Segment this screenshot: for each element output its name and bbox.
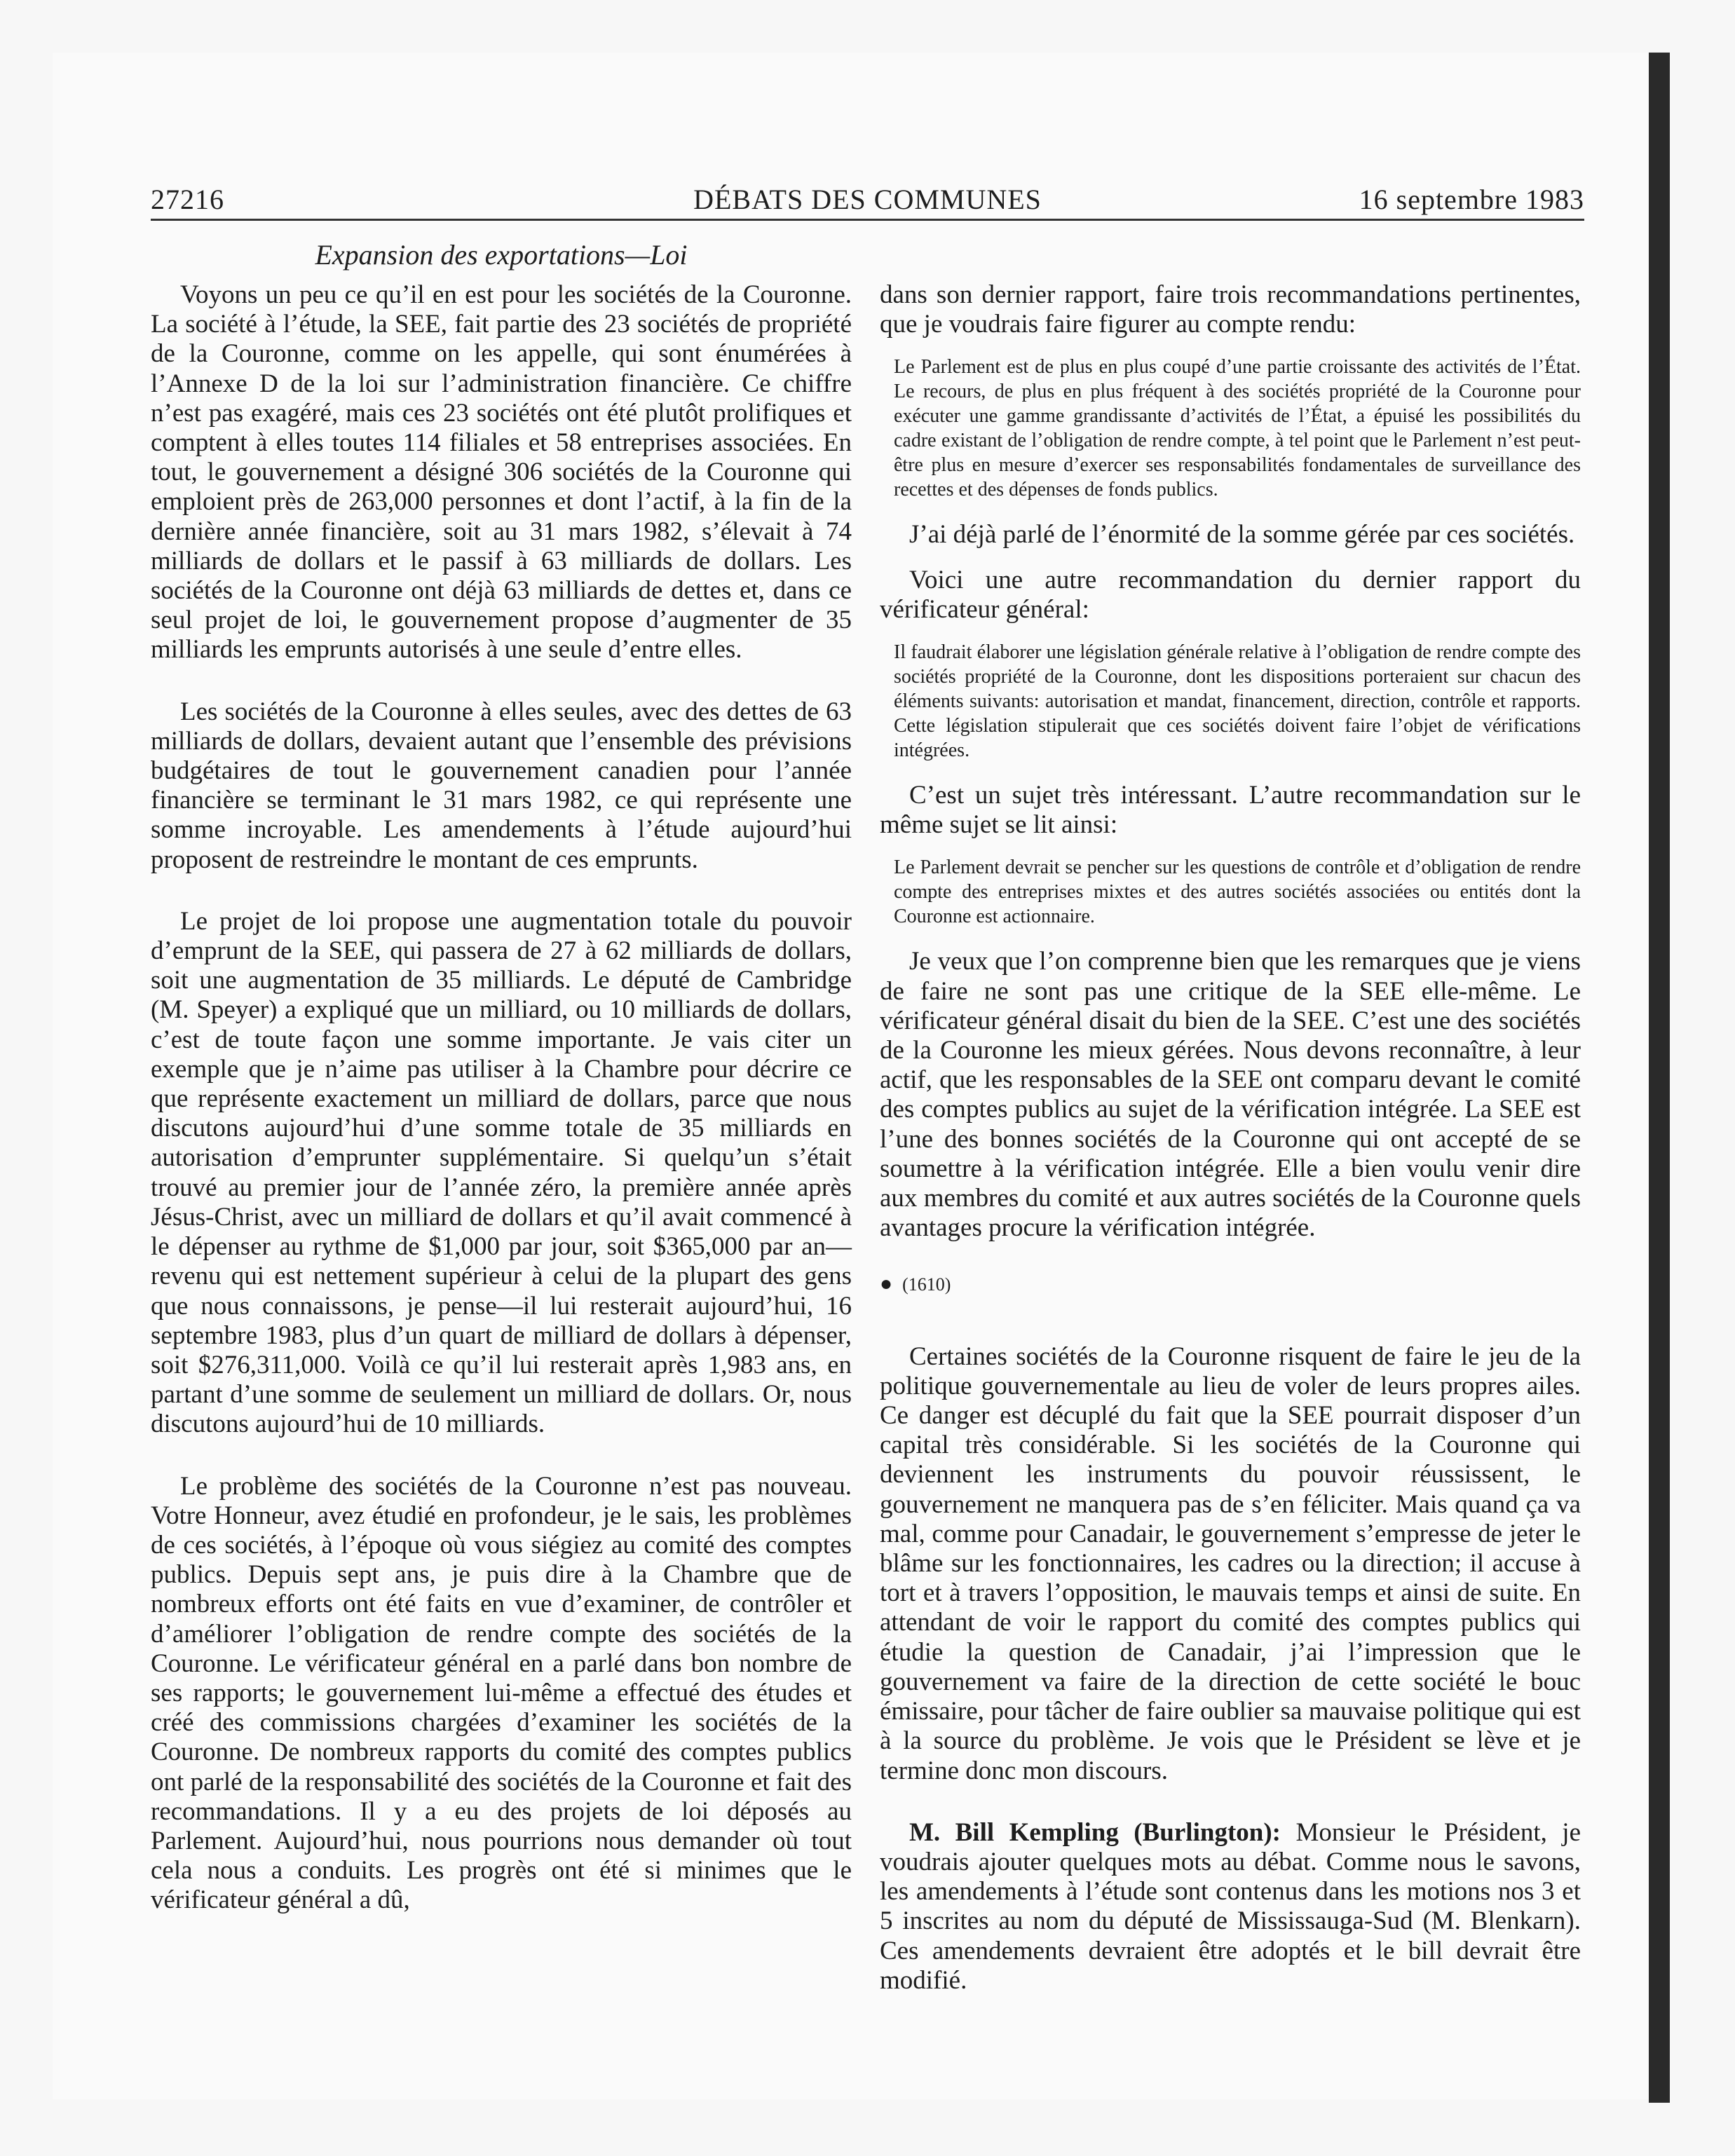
- paragraph-continuation: dans son dernier rapport, faire trois recommandations pertinentes, que je voudrais faire figurer au compte rendu:: [880, 280, 1581, 339]
- timestamp-marker: [880, 1269, 1581, 1299]
- paragraph: Certaines sociétés de la Couronne risquent de faire le jeu de la politique gouvernementale au lieu de voler de leurs propres ailes. Ce danger est décuplé du fait que la SEE pourrait disposer d’un capital très considérable. Si les sociétés de la Couronne qui deviennent les instruments du pouvoir réussissent, le gouvernement ne manquera pas de s’en féliciter. Mais quand ça va mal, comme pour Canadair, le gouvernement s’empresse de jeter le blâme sur les fonctionnaires, les cadres ou la direction; il accuse à tort et à travers l’opposition, le mauvais temps et ainsi de suite. En attendant de voir le rapport du comité des comptes publics qui étudie la question de Canadair, j’ai l’impression que le gouvernement va faire de la direction de cette société le bouc émissaire, pour tâcher de faire oublier sa mauvaise politique qui est à la source du problème. Je vois que le Président se lève et je termine donc mon discours.: [880, 1342, 1581, 1785]
- section-subtitle: Expansion des exportations—Loi: [315, 239, 688, 271]
- quotation: Le Parlement est de plus en plus coupé d’une partie croissante des activités de l’État. Le recours, de plus en plus fréquent à des sociétés propriété de la Couronne pour exécuter une gamme grandissante d’activités de l’État, a épuisé les possibilités du cadre existant de l’obligation de rendre compte, à tel point que le Parlement n’est peut-être plus en mesure d’exercer ses responsabilités fondamentales de surveillance des recettes et des dépenses de fonds publics.: [894, 356, 1581, 501]
- quotation: Il faudrait élaborer une législation générale relative à l’obligation de rendre compte des sociétés propriété de la Couronne, dont les dispositions porteraient sur chacun des éléments suivants: autorisation et mandat, financement, direction, contrôle et rapports. Cette législation stipulerait que ces sociétés doivent faire l’objet de vérifications intégrées.: [894, 641, 1581, 762]
- paragraph: Voyons un peu ce qu’il en est pour les sociétés de la Couronne. La société à l’étude, la SEE, fait partie des 23 sociétés de propriété de la Couronne, comme on les appelle, qui sont énumérées à l’Annexe D de la loi sur l’administration financière. Ce chiffre n’est pas exagéré, mais ces 23 sociétés ont été plutôt prolifiques et comptent à elles toutes 114 filiales et 58 entreprises associées. En tout, le gouvernement a désigné 306 sociétés de la Couronne qui emploient près de 263,000 personnes et dont l’actif, à la fin de la dernière année financière, soit au 31 mars 1982, s’élevait à 74 milliards de dollars et le passif à 63 milliards de dollars. Les sociétés de la Couronne ont déjà 63 milliards de dettes et, dans ce seul projet de loi, le gouvernement propose d’augmenter de 35 milliards les emprunts autorisés à une seule d’entre elles.: [151, 280, 852, 664]
- paragraph: J’ai déjà parlé de l’énormité de la somme gérée par ces sociétés.: [909, 520, 1575, 550]
- paragraph: Les sociétés de la Couronne à elles seules, avec des dettes de 63 milliards de dollars, devaient autant que l’ensemble des prévisions budgétaires de tout le gouvernement canadien pour l’année financière se terminant le 31 mars 1982, ce qui représente une somme incroyable. Les amendements à l’étude aujourd’hui proposent de restreindre le montant de ces emprunts.: [151, 697, 852, 874]
- page-number: 27216: [151, 184, 224, 215]
- header-date: 16 septembre 1983: [1359, 184, 1584, 215]
- left-column: [151, 280, 852, 1916]
- paragraph: Le problème des sociétés de la Couronne n’est pas nouveau. Votre Honneur, avez étudié en profondeur, je le sais, les problèmes de ces sociétés, à l’époque où vous siégiez au comité des comptes publics. Depuis sept ans, je puis dire à la Chambre que de nombreux efforts ont été faits en vue d’examiner, de contrôler et d’améliorer l’obligation de rendre compte des sociétés de la Couronne. Le vérificateur général en a parlé dans bon nombre de ses rapports; le gouvernement lui-même a effectué des études et créé des commissions chargées d’examiner les sociétés de la Couronne. De nombreux rapports du comité des comptes publics ont parlé de la responsabilité des sociétés de la Couronne et fait des recommandations. Il y a eu des projets de loi déposés au Parlement. Aujourd’hui, nous pourrions nous demander où tout cela nous a conduits. Les progrès ont été si minimes que le vérificateur général a dû,: [151, 1471, 852, 1915]
- quotation: Le Parlement devrait se pencher sur les questions de contrôle et d’obligation de rendre compte des entreprises mixtes et des autres sociétés associées ou entités dont la Couronne est actionnaire.: [894, 857, 1581, 928]
- paragraph: Je veux que l’on comprenne bien que les remarques que je viens de faire ne sont pas une critique de la SEE elle-même. Le vérificateur général disait du bien de la SEE. C’est une des sociétés de la Couronne les mieux gérées. Nous devons reconnaître, à leur actif, que les responsables de la SEE ont comparu devant le comité des comptes publics au sujet de la vérification intégrée. La SEE est l’une des bonnes sociétés de la Couronne qui ont accepté de se soumettre à la vérification intégrée. Elle a bien voulu venir dire aux membres du comité et aux autres sociétés de la Couronne quels avantages procure la vérification intégrée.: [880, 947, 1581, 1243]
- speaker-name: M. Bill Kempling (Burlington):: [909, 1817, 1281, 1847]
- right-column: [880, 280, 1581, 2028]
- paragraph: C’est un sujet très intéressant. L’autre recommandation sur le même sujet se lit ainsi:: [880, 781, 1581, 840]
- speech-paragraph: [880, 1818, 1581, 1995]
- speech-text: Monsieur le Président, je voudrais ajouter quelques mots au débat. Comme nous le savons, les amendements à l’étude sont contenus dans les motions nos 3 et 5 inscrites au nom du député de Mississauga-Sud (M. Blenkarn). Ces amendements devraient être adoptés et le bill devrait être modifié.: [880, 1817, 1581, 1995]
- paragraph: Le projet de loi propose une augmentation totale du pouvoir d’emprunt de la SEE, qui passera de 27 à 62 milliards de dollars, soit une augmentation de 35 milliards. Le député de Cambridge (M. Speyer) a expliqué que un milliard, ou 10 milliards de dollars, c’est de toute façon une somme importante. Je vais citer un exemple que je n’aime pas utiliser à la Chambre pour décrire ce que représente exactement un milliard de dollars, parce que nous discutons aujourd’hui d’une somme totale de 35 milliards en autorisation d’emprunter supplémentaire. Si quelqu’un s’était trouvé au premier jour de l’année zéro, la première année après Jésus-Christ, avec un milliard de dollars et qu’il avait commencé à le dépenser au rythme de $1,000 par jour, soit $365,000 par an—revenu qui est nettement supérieur à celui de la plupart des gens que nous connaissons, je pense—il lui resterait aujourd’hui, 16 septembre 1983, plus d’un quart de milliard de dollars à dépenser, soit $276,311,000. Voilà ce qu’il lui resterait après 1,983 ans, en partant d’une somme de seulement un milliard de dollars. Or, nous discutons aujourd’hui de 10 milliards.: [151, 906, 852, 1439]
- timestamp: (1610): [902, 1274, 951, 1295]
- running-header: [151, 182, 1584, 221]
- publication-title: DÉBATS DES COMMUNES: [693, 184, 1042, 215]
- bullet-icon: ●: [880, 1272, 893, 1296]
- binding-edge: [1649, 53, 1670, 2103]
- paragraph: Voici une autre recommandation du dernier rapport du vérificateur général:: [880, 565, 1581, 624]
